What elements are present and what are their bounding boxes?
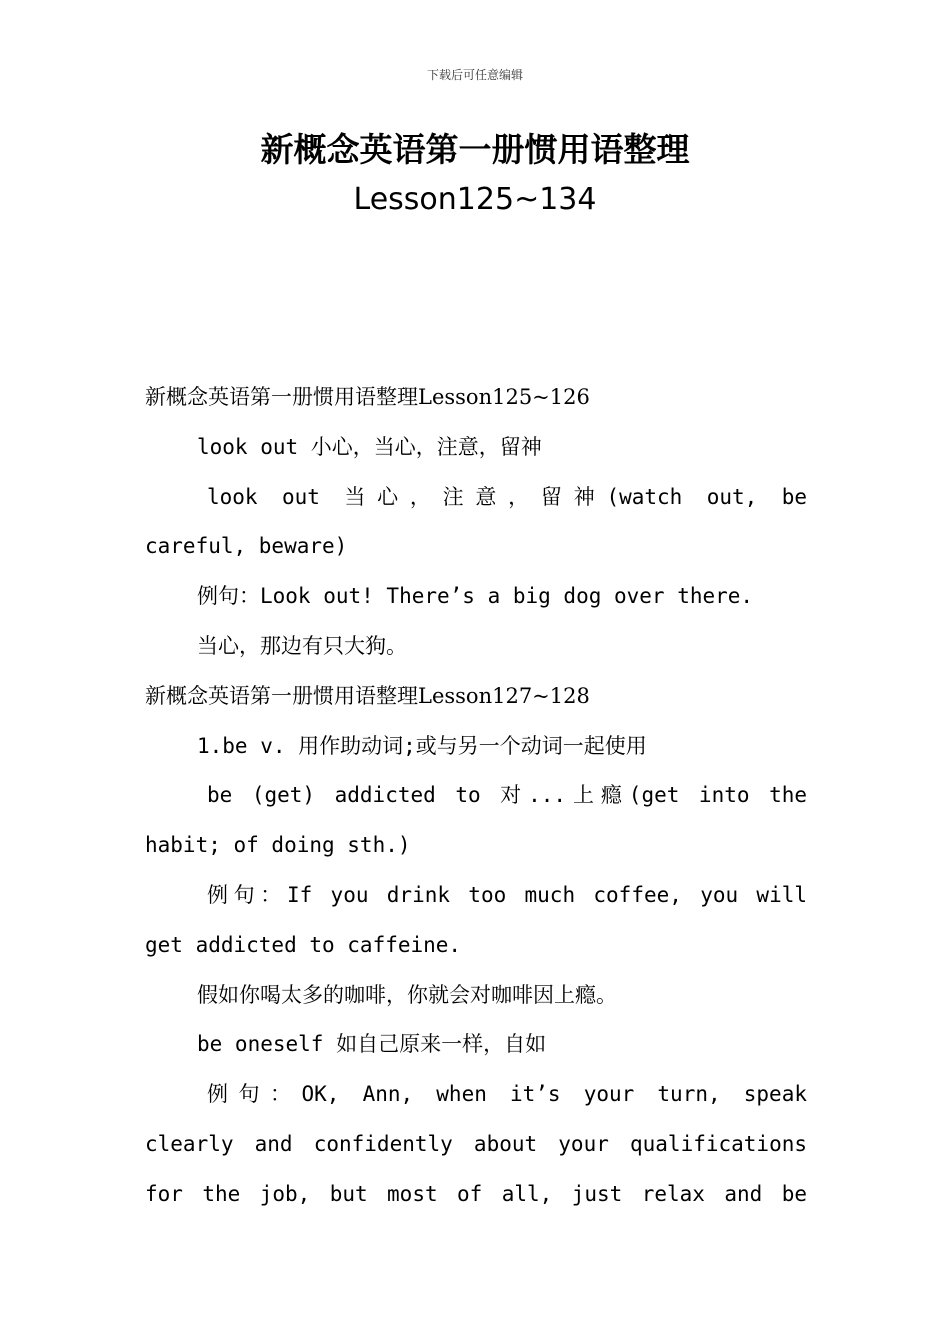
example-sentence-cont: get addicted to caffeine. [145, 932, 462, 957]
section-heading-127-128: 新概念英语第一册惯用语整理Lesson127~128 [145, 683, 590, 708]
phrase-definition-cont: habit; of doing sth.) [145, 833, 411, 858]
example-sentence: 例句：OK, Ann, when it’s your turn, speak [207, 1082, 807, 1107]
document-body [145, 373, 807, 1220]
phrase-definition-cont: careful, beware) [145, 534, 348, 559]
phrase-entry: 1.be v. 用作助动词;或与另一个动词一起使用 [197, 733, 647, 758]
title-line-1: 新概念英语第一册惯用语整理 [260, 130, 690, 169]
example-translation: 当心，那边有只大狗。 [197, 633, 407, 658]
phrase-definition: be (get) addicted to 对...上瘾(get into the [207, 783, 807, 808]
phrase-definition: look out 当心，注意，留神(watch out, be [207, 484, 807, 509]
example-sentence: 例句：Look out! There’s a big dog over there. [197, 584, 754, 609]
phrase-entry: be oneself 如自己原来一样，自如 [197, 1032, 547, 1057]
example-sentence-cont: clearly and confidently about your qualifications [145, 1131, 807, 1156]
section-heading-125-126: 新概念英语第一册惯用语整理Lesson125~126 [145, 385, 590, 409]
phrase-entry: look out 小心，当心，注意，留神 [197, 434, 542, 459]
header-note: 下载后可任意编辑 [426, 68, 523, 82]
example-sentence: 例句：If you drink too much coffee, you will [207, 882, 807, 907]
title-line-2: Lesson125~134 [353, 182, 597, 217]
example-sentence-cont: for the job, but most of all, just relax and be [145, 1181, 807, 1206]
example-translation: 假如你喝太多的咖啡，你就会对咖啡因上瘾。 [197, 982, 617, 1007]
document-title [0, 124, 950, 224]
